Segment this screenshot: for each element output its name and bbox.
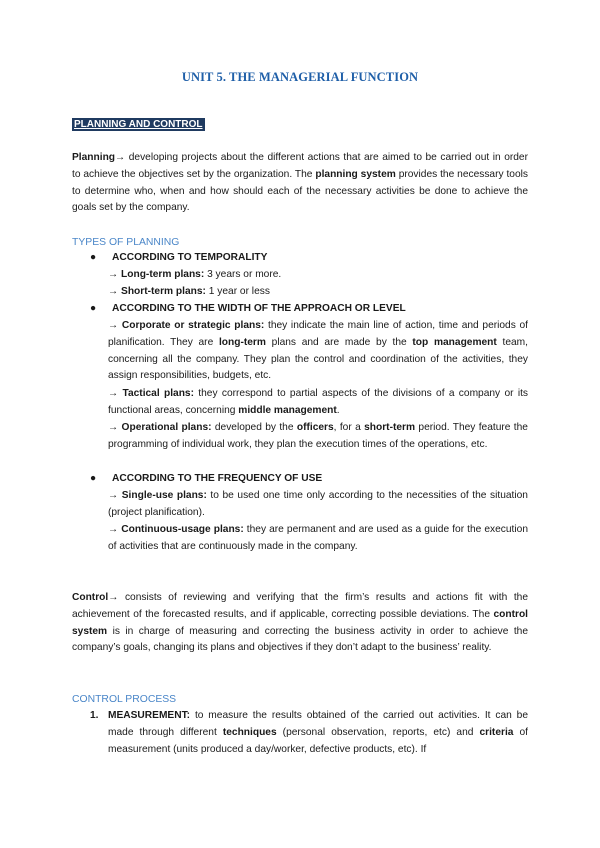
continuous-usage-item: → Continuous-usage plans: they are permanent and are used as a guide for the execution of activities that are continuously made in the company. (108, 524, 528, 552)
bullet-icon: ● (90, 473, 97, 484)
step-number: 1. (90, 710, 99, 721)
arrow: → (108, 592, 119, 603)
operational-plans-item: → Operational plans: developed by the officers, for a short-term period. They feature the programming of individual work, they plan the execution times of the operations, etc. (108, 422, 528, 450)
bullet-icon: ● (90, 252, 97, 263)
types-heading: TYPES OF PLANNING (72, 237, 180, 248)
control-process-heading: CONTROL PROCESS (72, 694, 177, 705)
bullet-icon: ● (90, 303, 97, 314)
document-page: UNIT 5. THE MANAGERIAL FUNCTION PLANNING AND CONTROL Planning→ developing projects about the different actions that are aimed to be carried out in order to achieve the objectives set by the organization. The planning system provides the necessary tools to determine who, when and how should each of the necessary activities be done to achieve the goals set by the company. TYPES OF PLANNING ● ACCORDING TO TEMPORALITY → Long-term plans: 3 years or more. → Short-term plans: 1 year or less ● ACCORDING TO THE WIDTH OF THE APPROACH OR LEVEL → Corporate or strategic plans: they indicate the main line of action, time and periods of planification. They are long-term plans and are made by the top management team, concerning all the company. They plan the control and coordination of the activities, they assign responsibilities, budgets, etc. → Tactical plans: they correspond to partial aspects of the divisions of a company or its functional areas, concerning middle management. → Operational plans: developed by the officers, for a short-term period. They feature the programming of individual work, they plan the execution times of the operations, etc. ● ACCORDING TO THE FREQUENCY OF USE → Single-use plans: to be used one time only according to the necessities of the situation (project planification). → Continuous-usage plans: they are permanent and are used as a guide for the execution of activities that are continuously made in the company. Control→ consists of reviewing and verifying that the firm’s results and actions fit with the achievement of the forecasted results, and if applicable, correcting possible deviations. The control system is in charge of measuring and correcting the business activity in order to achieve the company’s goals, changing its plans and objectives if they don’t adapt to the business’ reality. CONTROL PROCESS 1. MEASUREMENT: to measure the results obtained of the carried out activities. It can be made through different techniques (personal observation, reports, etc) and criteria of measurement (units produced a day/worker, defective products, etc). If (0, 0, 600, 848)
page-title: UNIT 5. THE MANAGERIAL FUNCTION (181, 70, 419, 84)
step-body: MEASUREMENT: to measure the results obtained of the carried out activities. It can be made through different techniques (personal observation, reports, etc) and criteria of measurement (units produced a day/worker, defective products, etc). If (108, 710, 529, 755)
corporate-plans-item: → Corporate or strategic plans: they indicate the main line of action, time and periods of planification. They are long-term plans and are made by the top management team, concerning all the company. They plan the control and coordination of the activities, they assign responsibilities, budgets, etc. (108, 320, 528, 382)
control-term: Control (72, 592, 109, 603)
arrow: → (115, 152, 126, 163)
planning-paragraph: Planning→ developing projects about the different actions that are aimed to be carried out in order to achieve the objectives set by the organization. The planning system provides the necessary tools to determine who, when and how should each of the necessary activities be done to achieve the goals set by the company. (72, 152, 528, 214)
short-term-item: → Short-term plans: 1 year or less (108, 286, 270, 297)
tactical-plans-item: → Tactical plans: they correspond to partial aspects of the divisions of a company or its functional areas, concerning middle management. (108, 388, 529, 416)
long-term-item: → Long-term plans: 3 years or more. (108, 269, 282, 280)
control-paragraph: Control→ consists of reviewing and verifying that the firm’s results and actions fit with the achievement of the forecasted results, and if applicable, correcting possible deviations. The control system is in charge of measuring and correcting the business activity in order to achieve the company’s goals, changing its plans and objectives if they don’t adapt to the business’ reality. (72, 592, 528, 654)
planning-term: Planning (72, 152, 116, 163)
section-label: PLANNING AND CONTROL (74, 119, 203, 130)
single-use-item: → Single-use plans: to be used one time only according to the necessities of the situation (project planification). (108, 490, 528, 518)
